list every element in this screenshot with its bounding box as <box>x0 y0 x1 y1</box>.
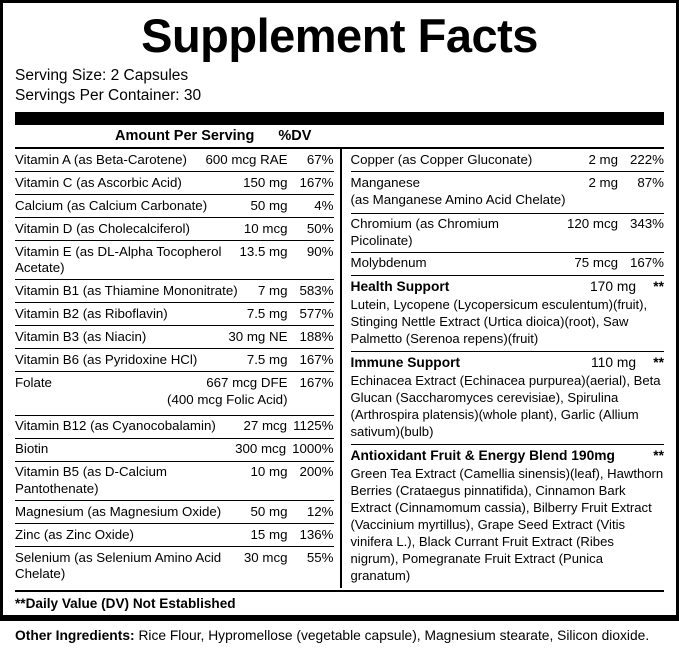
nutrient-dv: 1000% <box>292 441 334 457</box>
nutrient-amount: 7.5 mg <box>246 305 288 321</box>
daily-value-footnote: **Daily Value (DV) Not Established <box>15 596 236 612</box>
table-row <box>351 149 665 172</box>
nutrient-name: Chromium (as Chromium Picolinate) <box>350 216 500 248</box>
nutrient-amount: 30 mg NE <box>228 328 288 344</box>
nutrient-subline: (400 mcg Folic Acid) <box>167 392 288 408</box>
table-row <box>15 241 334 280</box>
nutrient-name: Vitamin B3 (as Niacin) <box>15 328 147 344</box>
blend-ingredients: Green Tea Extract (Camellia sinensis)(leaf), Hawthorn Berries (Crataegus pinnatifida), Cinnamon Bark Extract (Cinnamomum cassia), Bilberry Fruit Extract (Vaccinium myrtillus), Grape Seed Extract (Vitis vinifera L.), Black Currant Fruit Extract (Ribes nigrum), Pomegranate Fruit Extract (Punica granatum) <box>350 466 664 584</box>
table-row <box>15 149 334 172</box>
nutrient-name: Vitamin B5 (as D-Calcium Pantothenate) <box>15 464 167 497</box>
amount-per-serving-header: Amount Per Serving <box>115 128 255 145</box>
nutrient-dv: 577% <box>299 305 334 321</box>
servings-per-container: Servings Per Container: 30 <box>15 86 202 104</box>
page-title: Supplement Facts <box>141 9 538 62</box>
table-row <box>15 524 334 547</box>
blend-ingredients: Echinacea Extract (Echinacea purpurea)(aerial), Beta Glucan (Saccharomyces cerevisiae), Spirulina (Arthrospira platensis)(whole plant), Garlic (Allium sativum)(bulb) <box>350 372 661 440</box>
nutrient-amount: 50 mg <box>250 197 288 213</box>
nutrient-dv: 12% <box>306 503 334 519</box>
nutrient-amount: 300 mcg <box>235 441 287 457</box>
nutrient-name: Zinc (as Zinc Oxide) <box>15 526 134 542</box>
nutrient-name: Molybdenum <box>350 255 427 271</box>
blend-name: Antioxidant Fruit & Energy Blend 190mg <box>350 448 615 464</box>
nutrient-name: Copper (as Copper Gluconate) <box>350 151 533 167</box>
footer-area <box>3 590 676 615</box>
nutrient-amount: 7.5 mg <box>246 351 288 367</box>
table-row <box>15 172 334 195</box>
nutrient-subline: (as Manganese Amino Acid Chelate) <box>350 192 566 208</box>
table-row <box>351 172 665 214</box>
nutrient-name: Magnesium (as Magnesium Oxide) <box>15 503 222 519</box>
nutrient-dv: 50% <box>306 220 334 236</box>
blend-amount: 170 mg <box>589 278 636 294</box>
nutrient-dv: 1125% <box>293 418 334 434</box>
table-row <box>15 501 334 524</box>
blend-amount: 110 mg <box>591 354 636 370</box>
nutrient-dv: 55% <box>306 549 334 565</box>
right-nutrient-column <box>340 149 665 588</box>
nutrient-dv: 167% <box>299 351 334 367</box>
nutrient-name: Vitamin B6 (as Pyridoxine HCl) <box>15 351 198 367</box>
nutrient-dv: 188% <box>299 328 334 344</box>
blend-name: Health Support <box>350 278 450 294</box>
table-row <box>15 416 334 439</box>
nutrient-subline-row <box>15 392 334 411</box>
table-row <box>351 253 665 276</box>
nutrient-dv: 583% <box>299 282 334 298</box>
nutrient-amount: 10 mg <box>250 464 288 480</box>
nutrient-dv: 90% <box>306 243 334 259</box>
table-row <box>15 439 334 462</box>
left-nutrient-column <box>15 149 340 588</box>
nutrient-name: Vitamin D (as Cholecalciferol) <box>15 220 190 236</box>
nutrient-dv: 167% <box>629 255 664 271</box>
blend-antioxidant-fruit-energy <box>351 445 665 588</box>
nutrient-amount: 75 mcg <box>574 255 618 271</box>
dv-header: %DV <box>278 128 312 145</box>
nutrient-name: Vitamin C (as Ascorbic Acid) <box>15 174 182 190</box>
nutrient-dv: 200% <box>299 464 334 480</box>
blend-dv: ** <box>653 278 664 294</box>
nutrient-amount: 7 mg <box>257 282 288 298</box>
blend-dv: ** <box>653 448 664 464</box>
nutrient-name: Vitamin B12 (as Cyanocobalamin) <box>15 418 216 434</box>
table-row <box>15 547 334 585</box>
nutrient-amount: 667 mcg DFE <box>206 375 288 391</box>
blend-ingredients: Lutein, Lycopene (Lycopersicum esculentum)(fruit), Stinging Nettle Extract (Urtica dioica)(root), Saw Palmetto (Serenoa repens)(fruit) <box>350 296 648 346</box>
other-ingredients <box>15 621 664 648</box>
nutrient-name: Vitamin B1 (as Thiamine Mononitrate) <box>15 282 238 298</box>
serving-size: Serving Size: 2 Capsules <box>15 67 189 85</box>
table-row <box>15 462 334 501</box>
nutrient-amount: 2 mg <box>588 151 618 167</box>
table-row <box>15 280 334 303</box>
nutrient-amount: 2 mg <box>588 175 618 191</box>
table-row <box>15 349 334 372</box>
table-row <box>15 218 334 241</box>
nutrient-name: Selenium (as Selenium Amino Acid Chelate) <box>15 549 222 582</box>
nutrient-amount: 15 mg <box>250 526 288 542</box>
blend-immune-support <box>351 352 665 445</box>
nutrient-amount: 150 mg <box>243 174 288 190</box>
nutrient-dv: 167% <box>299 375 334 391</box>
table-row <box>15 303 334 326</box>
nutrient-dv: 167% <box>299 174 334 190</box>
nutrient-amount: 27 mcg <box>243 418 288 434</box>
table-row <box>15 372 334 416</box>
other-ingredients-value: Rice Flour, Hypromellose (vegetable capsule), Magnesium stearate, Silicon dioxide. <box>138 628 650 644</box>
nutrient-dv: 87% <box>637 175 664 191</box>
nutrient-amount: 600 mcg RAE <box>205 151 288 167</box>
nutrient-name: Vitamin B2 (as Riboflavin) <box>15 305 168 321</box>
nutrient-columns <box>15 149 664 588</box>
nutrient-dv: 136% <box>299 526 334 542</box>
blend-health-support <box>351 276 665 352</box>
other-ingredients-label: Other Ingredients: <box>15 628 135 644</box>
nutrient-name: Manganese <box>350 175 420 191</box>
nutrient-name: Calcium (as Calcium Carbonate) <box>15 197 208 213</box>
nutrient-amount: 10 mcg <box>243 220 288 236</box>
column-headers <box>15 125 664 149</box>
nutrient-name: Folate <box>15 375 52 391</box>
nutrient-dv: 222% <box>629 151 664 167</box>
nutrient-dv: 67% <box>306 151 334 167</box>
table-row <box>351 214 665 253</box>
blend-name: Immune Support <box>350 354 461 370</box>
nutrient-amount: 120 mcg <box>567 216 618 232</box>
nutrient-name: Vitamin E (as DL-Alpha Tocopherol Acetate) <box>15 243 222 276</box>
nutrient-name: Vitamin A (as Beta-Carotene) <box>15 151 187 167</box>
nutrient-amount: 50 mg <box>250 503 288 519</box>
nutrient-dv: 4% <box>314 197 334 213</box>
table-row <box>15 326 334 349</box>
nutrient-dv: 343% <box>629 216 664 232</box>
table-row <box>15 195 334 218</box>
nutrient-amount: 30 mcg <box>243 549 288 565</box>
nutrient-name: Biotin <box>15 441 49 457</box>
blend-dv: ** <box>653 354 664 370</box>
header-divider <box>15 112 664 125</box>
nutrient-amount: 13.5 mg <box>239 243 288 259</box>
